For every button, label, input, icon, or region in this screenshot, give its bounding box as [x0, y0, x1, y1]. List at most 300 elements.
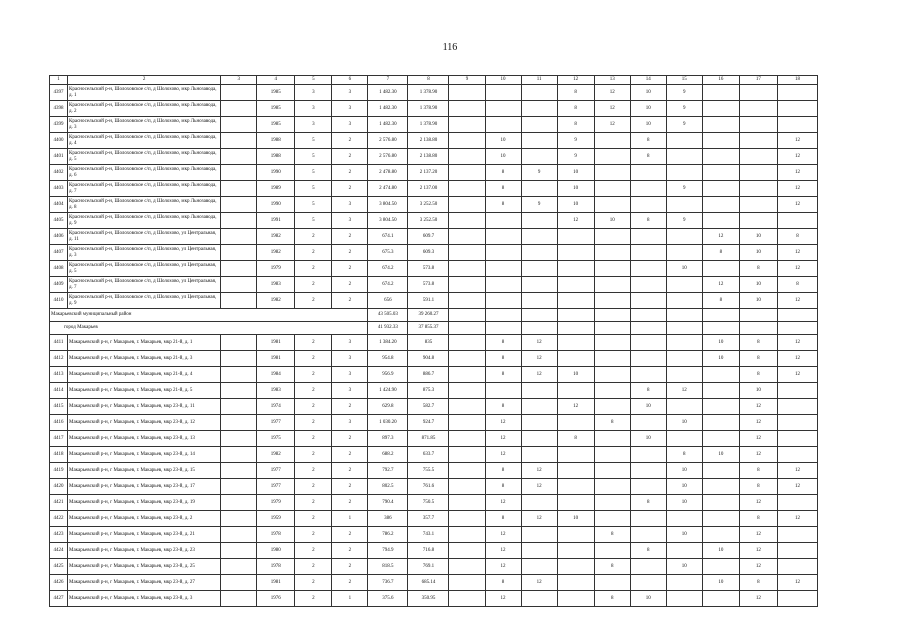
value-cell: [666, 293, 702, 309]
value-cell: 10: [557, 367, 594, 383]
value-cell: 573.8: [408, 261, 449, 277]
row-number: 4419: [50, 463, 68, 479]
value-cell: [594, 293, 630, 309]
value-cell: 2: [332, 165, 368, 181]
value-cell: [594, 197, 630, 213]
value-cell: 10: [666, 559, 702, 575]
value-cell: 8: [485, 351, 521, 367]
value-cell: [521, 543, 557, 559]
value-cell: [449, 277, 485, 293]
value-cell: [221, 293, 257, 309]
value-cell: [449, 431, 485, 447]
column-number: 7: [368, 76, 408, 85]
value-cell: 688.2: [368, 447, 408, 463]
value-cell: [594, 149, 630, 165]
value-cell: 8: [485, 575, 521, 591]
value-cell: [557, 335, 594, 351]
value-cell: 1 424.90: [368, 383, 408, 399]
value-cell: 10: [702, 447, 739, 463]
value-cell: [221, 149, 257, 165]
table-row: [50, 181, 818, 197]
empty-cell: [594, 322, 630, 335]
value-cell: [449, 213, 485, 229]
value-cell: [739, 117, 777, 133]
value-cell: 10: [666, 479, 702, 495]
value-cell: 1982: [257, 447, 295, 463]
value-cell: [702, 591, 739, 607]
value-cell: 656: [368, 293, 408, 309]
column-number: 13: [594, 76, 630, 85]
value-cell: [666, 149, 702, 165]
column-number: 17: [739, 76, 777, 85]
value-cell: [777, 495, 817, 511]
value-cell: 629.8: [368, 399, 408, 415]
value-cell: 10: [666, 415, 702, 431]
value-cell: 8: [594, 415, 630, 431]
value-cell: 2: [295, 335, 332, 351]
value-cell: 2: [332, 575, 368, 591]
value-cell: [449, 245, 485, 261]
value-cell: 2: [295, 399, 332, 415]
empty-cell: [521, 322, 557, 335]
value-cell: 2: [295, 511, 332, 527]
value-cell: [630, 277, 666, 293]
value-cell: 956.9: [368, 367, 408, 383]
value-cell: 357.7: [408, 511, 449, 527]
address-cell: Красносельский р-н, Шолоховское с/п, д Шолохово, мкр Льнозавода, д. 1: [68, 85, 221, 101]
value-cell: 2: [332, 447, 368, 463]
value-cell: [594, 351, 630, 367]
table-row: [50, 117, 818, 133]
value-cell: [666, 511, 702, 527]
value-cell: 8: [777, 229, 817, 245]
value-cell: [777, 117, 817, 133]
value-cell: 12: [777, 261, 817, 277]
value-cell: [449, 479, 485, 495]
value-cell: [485, 213, 521, 229]
value-cell: 12: [777, 165, 817, 181]
value-cell: 769.1: [408, 559, 449, 575]
value-cell: 8: [557, 85, 594, 101]
table-row: [50, 543, 818, 559]
value-cell: [449, 85, 485, 101]
total-area-cell: 43 505.03: [368, 309, 408, 322]
value-cell: [521, 431, 557, 447]
value-cell: 2: [295, 245, 332, 261]
empty-cell: [777, 309, 817, 322]
value-cell: 3: [332, 351, 368, 367]
table-row: [50, 591, 818, 607]
value-cell: [557, 383, 594, 399]
value-cell: [449, 383, 485, 399]
value-cell: 2: [295, 575, 332, 591]
value-cell: 1980: [257, 543, 295, 559]
value-cell: 350.95: [408, 591, 449, 607]
value-cell: 8: [630, 495, 666, 511]
value-cell: [449, 447, 485, 463]
value-cell: 9: [666, 181, 702, 197]
column-number: 10: [485, 76, 521, 85]
page-number: 116: [442, 42, 458, 53]
value-cell: [221, 511, 257, 527]
value-cell: 1 378.90: [408, 85, 449, 101]
value-cell: 3: [332, 117, 368, 133]
value-cell: [221, 367, 257, 383]
row-number: 4401: [50, 149, 68, 165]
value-cell: 12: [739, 591, 777, 607]
table-row: [50, 335, 818, 351]
value-cell: 8: [702, 293, 739, 309]
value-cell: [221, 431, 257, 447]
value-cell: [666, 543, 702, 559]
value-cell: [521, 591, 557, 607]
column-number: 12: [557, 76, 594, 85]
row-number: 4405: [50, 213, 68, 229]
value-cell: [449, 351, 485, 367]
value-cell: 10: [739, 383, 777, 399]
value-cell: [521, 245, 557, 261]
value-cell: [221, 261, 257, 277]
value-cell: 924.7: [408, 415, 449, 431]
value-cell: 8: [485, 367, 521, 383]
housing-registry-table: [49, 75, 818, 607]
subsection-row: [50, 322, 818, 335]
value-cell: [594, 165, 630, 181]
value-cell: 8: [702, 245, 739, 261]
value-cell: [702, 85, 739, 101]
value-cell: [594, 181, 630, 197]
address-cell: Макарьевский р-н, г Макарьев, г. Макарьев, мкр 23-й, д. 17: [68, 479, 221, 495]
value-cell: 12: [485, 591, 521, 607]
value-cell: 8: [739, 479, 777, 495]
value-cell: [557, 575, 594, 591]
value-cell: [666, 133, 702, 149]
value-cell: [521, 527, 557, 543]
empty-cell: [521, 309, 557, 322]
value-cell: [777, 383, 817, 399]
value-cell: 835: [408, 335, 449, 351]
value-cell: 3: [332, 335, 368, 351]
value-cell: [630, 245, 666, 261]
value-cell: [557, 495, 594, 511]
value-cell: 9: [666, 101, 702, 117]
value-cell: [557, 591, 594, 607]
value-cell: 818.5: [368, 559, 408, 575]
value-cell: [449, 463, 485, 479]
value-cell: 8: [485, 181, 521, 197]
table-row: [50, 383, 818, 399]
value-cell: 12: [521, 335, 557, 351]
value-cell: [557, 415, 594, 431]
address-cell: Красносельский р-н, Шолоховское с/п, д Шолохово, ул Центральная, д. 9: [68, 293, 221, 309]
value-cell: 386: [368, 511, 408, 527]
address-cell: Красносельский р-н, Шолоховское с/п, д Шолохово, мкр Льнозавода, д. 2: [68, 101, 221, 117]
value-cell: 5: [295, 181, 332, 197]
value-cell: 1983: [257, 277, 295, 293]
value-cell: [666, 575, 702, 591]
value-cell: [521, 277, 557, 293]
value-cell: 10: [702, 543, 739, 559]
value-cell: 886.7: [408, 367, 449, 383]
value-cell: [449, 335, 485, 351]
total-area-cell: 37 855.37: [408, 322, 449, 335]
row-number: 4403: [50, 181, 68, 197]
address-cell: Красносельский р-н, Шолоховское с/п, д Шолохово, ул Центральная, д. 11: [68, 229, 221, 245]
value-cell: 10: [557, 181, 594, 197]
row-number: 4406: [50, 229, 68, 245]
value-cell: 12: [485, 495, 521, 511]
value-cell: [221, 591, 257, 607]
value-cell: 2 138.80: [408, 133, 449, 149]
value-cell: 2: [332, 479, 368, 495]
address-cell: Макарьевский р-н, г Макарьев, г. Макарьев, мкр 21-й, д. 1: [68, 335, 221, 351]
value-cell: [557, 527, 594, 543]
table-row: [50, 101, 818, 117]
table-row: [50, 293, 818, 309]
value-cell: 12: [557, 399, 594, 415]
value-cell: [485, 277, 521, 293]
value-cell: [702, 431, 739, 447]
empty-cell: [449, 322, 485, 335]
value-cell: [702, 261, 739, 277]
value-cell: [702, 149, 739, 165]
value-cell: 8: [739, 335, 777, 351]
value-cell: [221, 559, 257, 575]
value-cell: 1975: [257, 431, 295, 447]
table-row: [50, 149, 818, 165]
value-cell: 10: [666, 261, 702, 277]
empty-cell: [630, 309, 666, 322]
value-cell: 8: [777, 277, 817, 293]
value-cell: [221, 575, 257, 591]
value-cell: [521, 133, 557, 149]
value-cell: 12: [777, 479, 817, 495]
value-cell: 2: [332, 495, 368, 511]
value-cell: 1981: [257, 335, 295, 351]
value-cell: [485, 229, 521, 245]
value-cell: 2: [332, 181, 368, 197]
value-cell: 1977: [257, 415, 295, 431]
empty-cell: [702, 309, 739, 322]
value-cell: [557, 559, 594, 575]
value-cell: 609.3: [408, 245, 449, 261]
value-cell: 8: [739, 367, 777, 383]
address-cell: Красносельский р-н, Шолоховское с/п, д Шолохово, мкр Льнозавода, д. 5: [68, 149, 221, 165]
value-cell: 12: [521, 511, 557, 527]
row-number: 4404: [50, 197, 68, 213]
value-cell: 1979: [257, 495, 295, 511]
value-cell: [521, 415, 557, 431]
value-cell: [630, 575, 666, 591]
value-cell: 1989: [257, 181, 295, 197]
column-number: 6: [332, 76, 368, 85]
value-cell: 2: [332, 149, 368, 165]
value-cell: 12: [594, 101, 630, 117]
value-cell: 12: [777, 335, 817, 351]
value-cell: [666, 245, 702, 261]
value-cell: 2: [332, 245, 368, 261]
value-cell: 1 482.30: [368, 101, 408, 117]
empty-cell: [666, 322, 702, 335]
value-cell: [702, 197, 739, 213]
value-cell: [485, 293, 521, 309]
value-cell: [449, 293, 485, 309]
value-cell: 12: [739, 399, 777, 415]
table-row: [50, 277, 818, 293]
row-number: 4398: [50, 101, 68, 117]
value-cell: [221, 447, 257, 463]
value-cell: [449, 575, 485, 591]
value-cell: 1959: [257, 511, 295, 527]
column-number: 4: [257, 76, 295, 85]
row-number: 4415: [50, 399, 68, 415]
value-cell: [221, 133, 257, 149]
value-cell: 8: [630, 383, 666, 399]
address-cell: Макарьевский р-н, г Макарьев, г. Макарьев, мкр 23-й, д. 25: [68, 559, 221, 575]
value-cell: 871.85: [408, 431, 449, 447]
value-cell: 3 252.50: [408, 197, 449, 213]
value-cell: 736.7: [368, 575, 408, 591]
address-cell: Макарьевский р-н, г Макарьев, г. Макарьев, мкр 21-й, д. 4: [68, 367, 221, 383]
value-cell: 3: [332, 197, 368, 213]
value-cell: [221, 335, 257, 351]
value-cell: [777, 415, 817, 431]
value-cell: 8: [630, 213, 666, 229]
value-cell: [557, 229, 594, 245]
address-cell: Макарьевский р-н, г Макарьев, г. Макарьев, мкр 23-й, д. 21: [68, 527, 221, 543]
value-cell: 10: [739, 245, 777, 261]
table-row: [50, 197, 818, 213]
value-cell: 12: [521, 351, 557, 367]
value-cell: 8: [485, 479, 521, 495]
value-cell: 1985: [257, 117, 295, 133]
value-cell: 2: [295, 543, 332, 559]
address-cell: Макарьевский р-н, г Макарьев, г. Макарьев, мкр 23-й, д. 3: [68, 591, 221, 607]
value-cell: 10: [702, 351, 739, 367]
value-cell: 9: [666, 213, 702, 229]
row-number: 4410: [50, 293, 68, 309]
value-cell: [449, 181, 485, 197]
value-cell: [630, 447, 666, 463]
address-cell: Макарьевский р-н, г Макарьев, г. Макарьев, мкр 23-й, д. 23: [68, 543, 221, 559]
value-cell: [221, 245, 257, 261]
table-row: [50, 229, 818, 245]
value-cell: 375.6: [368, 591, 408, 607]
value-cell: [449, 149, 485, 165]
table-row: [50, 367, 818, 383]
value-cell: [449, 133, 485, 149]
value-cell: 5: [295, 213, 332, 229]
row-number: 4416: [50, 415, 68, 431]
value-cell: [777, 101, 817, 117]
value-cell: 12: [739, 431, 777, 447]
value-cell: 12: [702, 277, 739, 293]
address-cell: Красносельский р-н, Шолоховское с/п, д Шолохово, мкр Льнозавода, д. 4: [68, 133, 221, 149]
row-number: 4407: [50, 245, 68, 261]
value-cell: 3 804.50: [368, 197, 408, 213]
value-cell: 3: [332, 101, 368, 117]
value-cell: 8: [485, 335, 521, 351]
table-row: [50, 575, 818, 591]
address-cell: Красносельский р-н, Шолоховское с/п, д Шолохово, мкр Льнозавода, д. 3: [68, 117, 221, 133]
address-cell: Макарьевский р-н, г Макарьев, г. Макарьев, мкр 23-й, д. 14: [68, 447, 221, 463]
value-cell: [702, 181, 739, 197]
value-cell: [557, 351, 594, 367]
value-cell: 10: [702, 335, 739, 351]
value-cell: 2: [295, 415, 332, 431]
value-cell: 573.8: [408, 277, 449, 293]
address-cell: Макарьевский р-н, г Макарьев, г. Макарьев, мкр 23-й, д. 19: [68, 495, 221, 511]
value-cell: 1 482.30: [368, 117, 408, 133]
empty-cell: [557, 322, 594, 335]
value-cell: 2: [295, 367, 332, 383]
value-cell: [630, 181, 666, 197]
address-cell: Макарьевский р-н, г Макарьев, г. Макарьев, мкр 23-й, д. 11: [68, 399, 221, 415]
value-cell: 10: [557, 165, 594, 181]
value-cell: 10: [739, 277, 777, 293]
value-cell: 1 030.20: [368, 415, 408, 431]
value-cell: [521, 229, 557, 245]
value-cell: [630, 293, 666, 309]
value-cell: [594, 277, 630, 293]
value-cell: 8: [594, 559, 630, 575]
address-cell: Красносельский р-н, Шолоховское с/п, д Шолохово, мкр Льнозавода, д. 9: [68, 213, 221, 229]
value-cell: [702, 117, 739, 133]
address-cell: Красносельский р-н, Шолоховское с/п, д Шолохово, мкр Льнозавода, д. 7: [68, 181, 221, 197]
value-cell: 2: [332, 463, 368, 479]
value-cell: 12: [777, 197, 817, 213]
value-cell: 3: [295, 117, 332, 133]
value-cell: [630, 559, 666, 575]
value-cell: 8: [666, 447, 702, 463]
value-cell: 10: [630, 117, 666, 133]
value-cell: [702, 527, 739, 543]
value-cell: 954.8: [368, 351, 408, 367]
value-cell: [702, 367, 739, 383]
value-cell: [702, 479, 739, 495]
value-cell: [557, 543, 594, 559]
value-cell: [630, 229, 666, 245]
value-cell: 2 576.80: [368, 133, 408, 149]
value-cell: [521, 181, 557, 197]
value-cell: 790.4: [368, 495, 408, 511]
value-cell: 1976: [257, 591, 295, 607]
value-cell: 12: [739, 415, 777, 431]
value-cell: [449, 399, 485, 415]
value-cell: [739, 149, 777, 165]
row-number: 4411: [50, 335, 68, 351]
value-cell: 1: [332, 511, 368, 527]
table-row: [50, 85, 818, 101]
empty-cell: [485, 309, 521, 322]
value-cell: [521, 149, 557, 165]
table-row: [50, 447, 818, 463]
value-cell: 3: [332, 213, 368, 229]
value-cell: [449, 261, 485, 277]
value-cell: 12: [777, 245, 817, 261]
value-cell: 8: [485, 399, 521, 415]
row-number: 4414: [50, 383, 68, 399]
value-cell: [449, 527, 485, 543]
value-cell: [594, 133, 630, 149]
value-cell: [221, 197, 257, 213]
column-number: 14: [630, 76, 666, 85]
row-number: 4427: [50, 591, 68, 607]
value-cell: [521, 101, 557, 117]
value-cell: 10: [739, 229, 777, 245]
value-cell: [666, 399, 702, 415]
value-cell: 1: [332, 591, 368, 607]
